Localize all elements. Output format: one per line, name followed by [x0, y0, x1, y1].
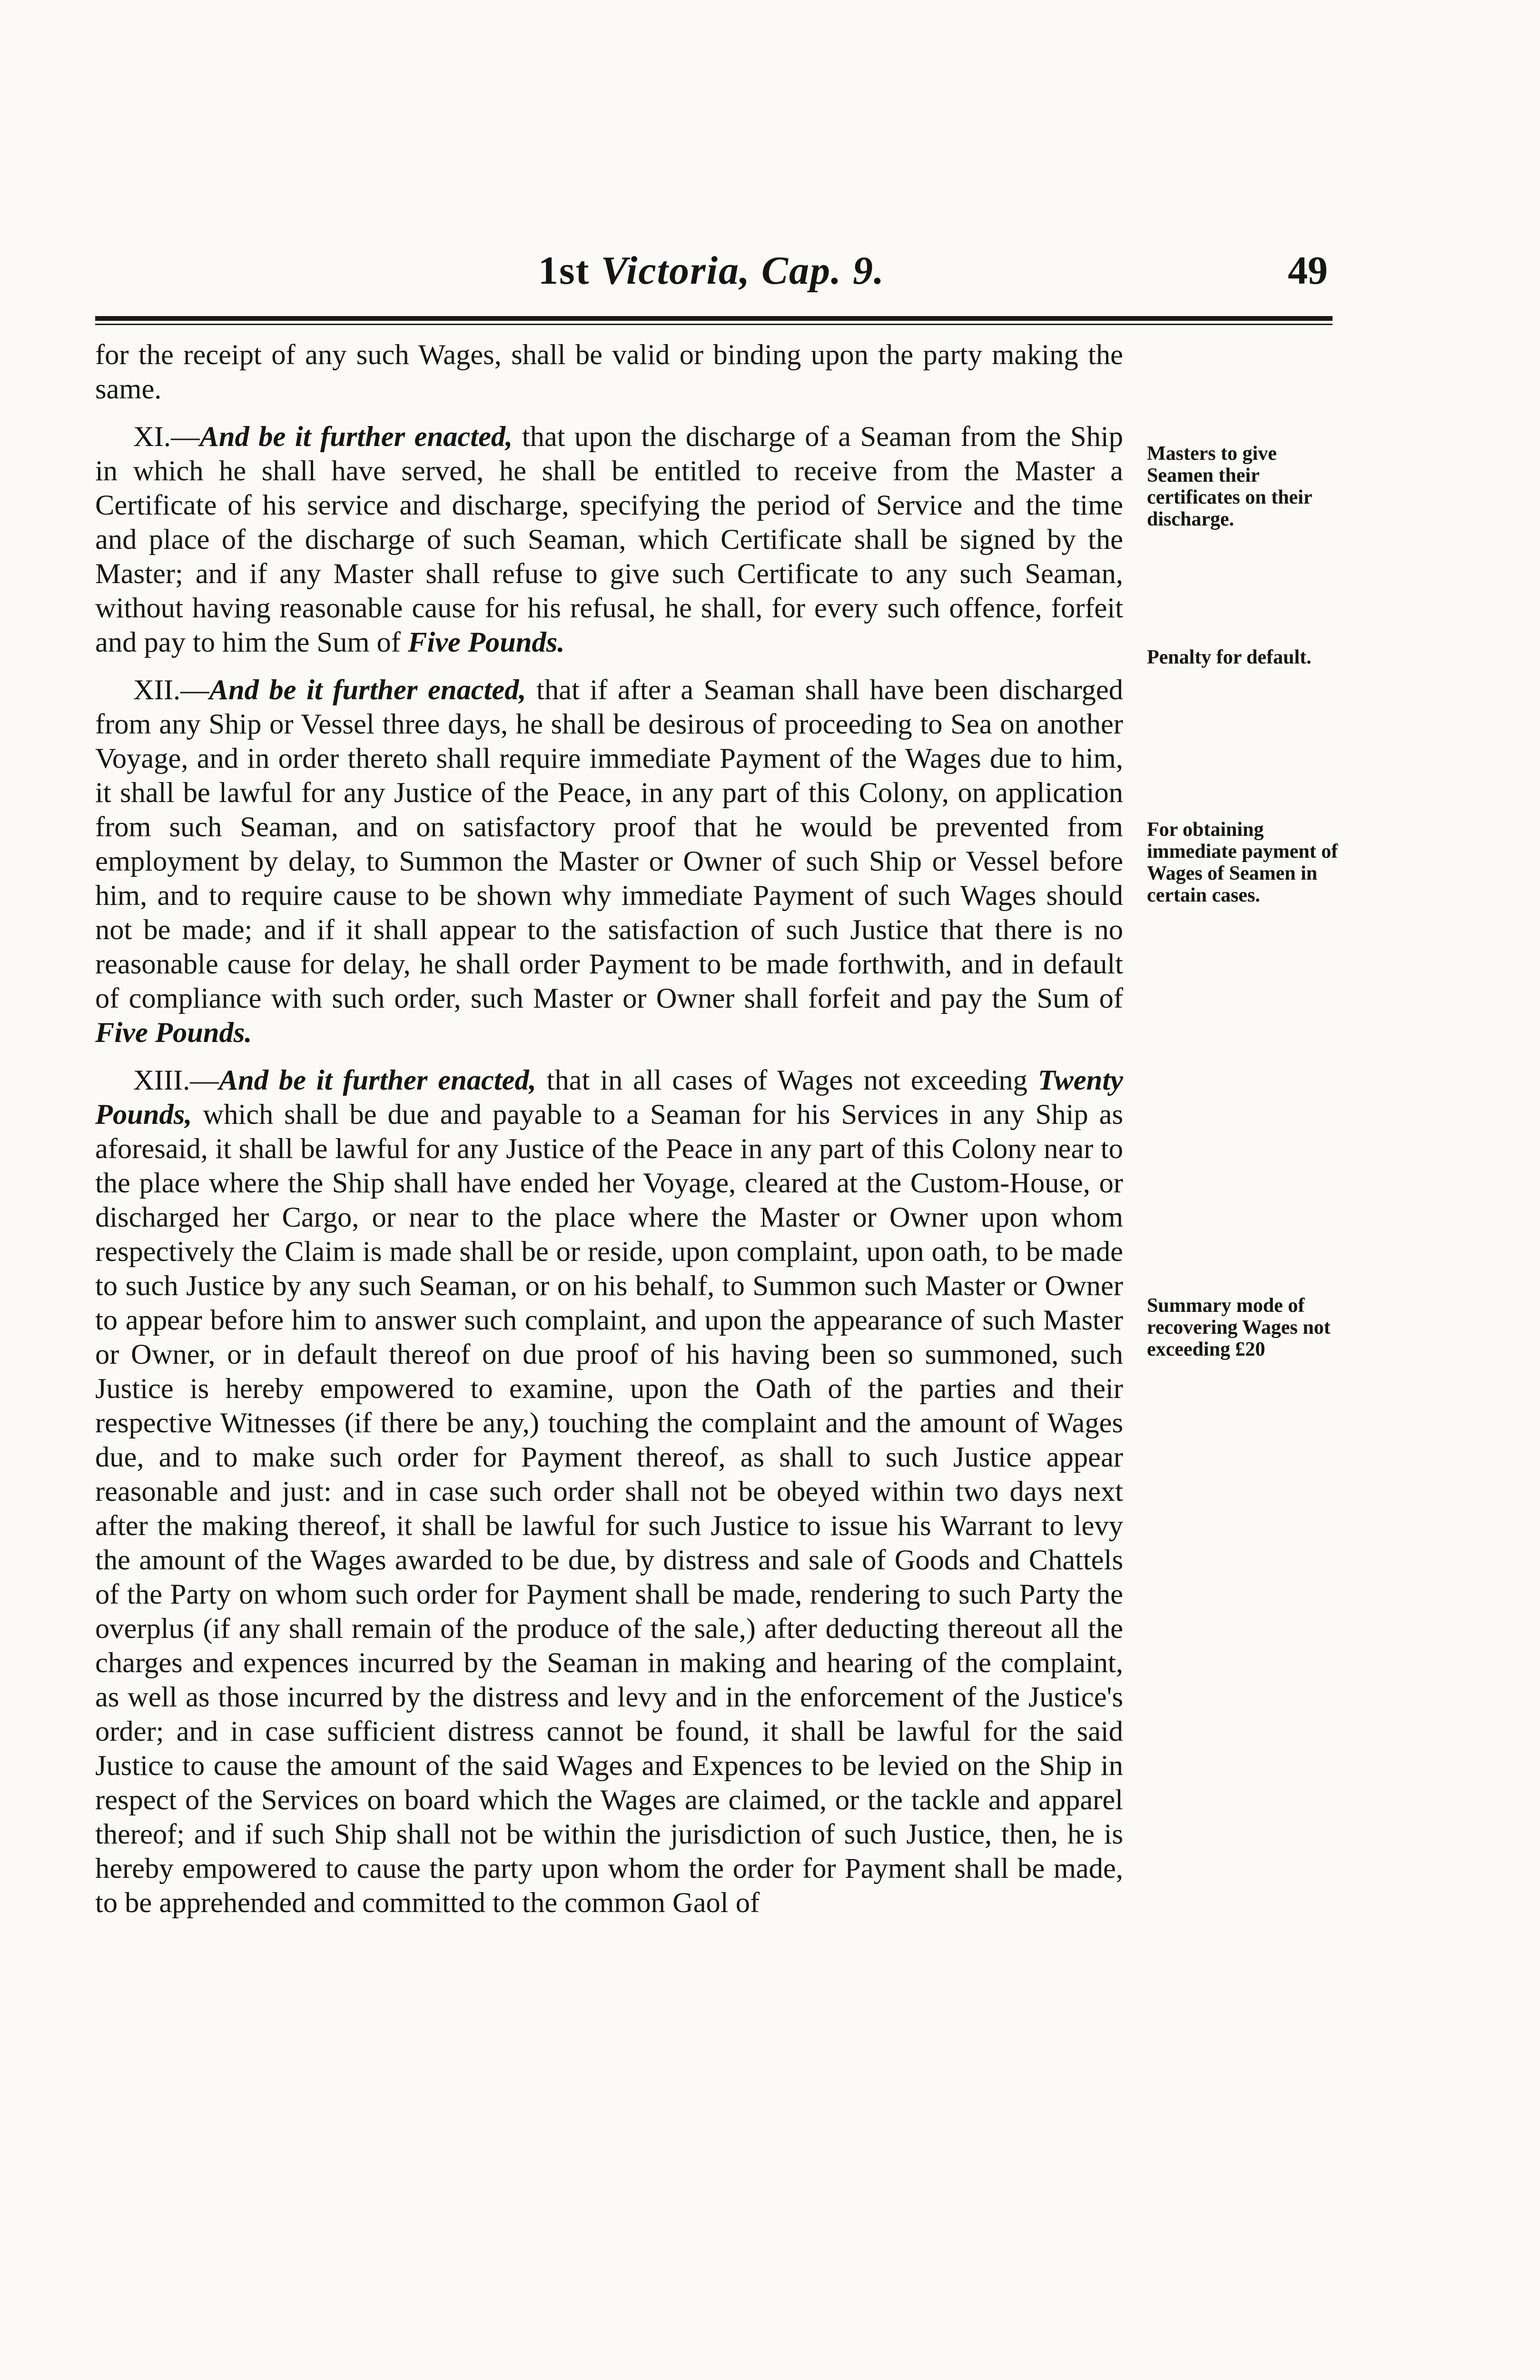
section-xiii: [95, 1063, 1123, 1920]
margin-note-summary-recovery: Summary mode of recovering Wages not exceeding £20: [1147, 1295, 1331, 1360]
title-chapter: Cap. 9.: [761, 248, 885, 293]
section-number: XII.—: [133, 674, 209, 706]
header-rule-thin: [95, 324, 1333, 325]
section-text: that if after a Seaman shall have been discharged from any Ship or Vessel three days, he shall be desirous of proceeding to Sea on another Voyage, and in order thereto shall require immediate Payment of the Wages due to him, it shall be lawful for any Justice of the Peace, in any part of this Colony, on application from such Seaman, and on satisfactory proof that he would be prevented from employment by delay, to Summon the Master or Owner of such Ship or Vessel before him, and to require cause to be shown why immediate Payment of such Wages should not be made; and if it shall appear to the satisfaction of such Justice that there is no reasonable cause for delay, he shall order Payment to be made forthwith, and in default of compliance with such order, such Master or Owner shall forfeit and pay the Sum of: [95, 674, 1123, 1014]
enacting-clause: And be it further enacted,: [209, 674, 526, 706]
header-rule-thick: [95, 316, 1333, 321]
enacting-clause: And be it further enacted,: [218, 1064, 536, 1096]
section-xi: [95, 420, 1123, 660]
section-number: XI.—: [133, 421, 200, 453]
page-number: 49: [1288, 248, 1328, 293]
section-number: XIII.—: [133, 1064, 219, 1096]
section-text: that upon the discharge of a Seaman from the Ship in which he shall have served, he shall be entitled to receive from the Master a Certificate of his service and discharge, specifying the period of Service and the time and place of the discharge of such Seaman, which Certificate shall be signed by the Master; and if any Master shall refuse to give such Certificate to any such Seaman, without having reasonable cause for his refusal, he shall, for every such offence, forfeit and pay to him the Sum of: [95, 421, 1123, 658]
running-head: [95, 248, 1328, 305]
enacting-clause: And be it further enacted,: [199, 421, 513, 453]
section-xii: [95, 673, 1123, 1050]
title-regnal-year: 1st: [538, 248, 590, 293]
margin-note-immediate-payment: For obtaining immediate payment of Wages of Seamen in certain cases.: [1147, 819, 1338, 906]
wage-limit-amount: Twenty Pounds,: [95, 1064, 1123, 1130]
margin-note-penalty: Penalty for default.: [1147, 646, 1312, 668]
penalty-amount: Five Pounds.: [408, 626, 565, 658]
margin-note-certificates: Masters to give Seamen their certificates on their discharge.: [1147, 443, 1312, 530]
continuation-paragraph: for the receipt of any such Wages, shall be valid or binding upon the party making the same.: [95, 339, 1123, 405]
body-text: [95, 338, 1123, 1920]
running-title: [95, 248, 1328, 294]
penalty-amount: Five Pounds.: [95, 1017, 252, 1049]
section-text: that in all cases of Wages not exceeding: [536, 1064, 1038, 1096]
title-monarch: Victoria,: [601, 248, 751, 293]
section-text: which shall be due and payable to a Seaman for his Services in any Ship as aforesaid, it shall be lawful for any Justice of the Peace in any part of this Colony near to the place where the Ship shall have ended her Voyage, cleared at the Custom-House, or discharged her Cargo, or near to the place where the Master or Owner upon whom respectively the Claim is made shall be or reside, upon complaint, upon oath, to be made to such Justice by any such Seaman, or on his behalf, to Summon such Master or Owner to appear before him to answer such complaint, and upon the appearance of such Master or Owner, or in default thereof on due proof of his having been so summoned, such Justice is hereby empowered to examine, upon the Oath of the parties and their respective Witnesses (if there be any,) touching the complaint and the amount of Wages due, and to make such order for Payment thereof, as shall to such Justice appear reasonable and just: and in case such order shall not be obeyed within two days next after the making thereof, it shall be lawful for such Justice to issue his Warrant to levy the amount of the Wages awarded to be due, by distress and sale of Goods and Chattels of the Party on whom such order for Payment shall be made, rendering to such Party the overplus (if any shall remain of the produce of the sale,) after deducting thereout all the charges and expences incurred by the Seaman in making and hearing of the complaint, as well as those incurred by the distress and levy and in the enforcement of the Justice's order; and in case sufficient distress cannot be found, it shall be lawful for the said Justice to cause the amount of the said Wages and Expences to be levied on the Ship in respect of the Services on board which the Wages are claimed, or the tackle and apparel thereof; and if such Ship shall not be within the jurisdiction of such Justice, then, he is hereby empowered to cause the party upon whom the order for Payment shall be made, to be apprehended and committed to the common Gaol of: [95, 1099, 1123, 1919]
